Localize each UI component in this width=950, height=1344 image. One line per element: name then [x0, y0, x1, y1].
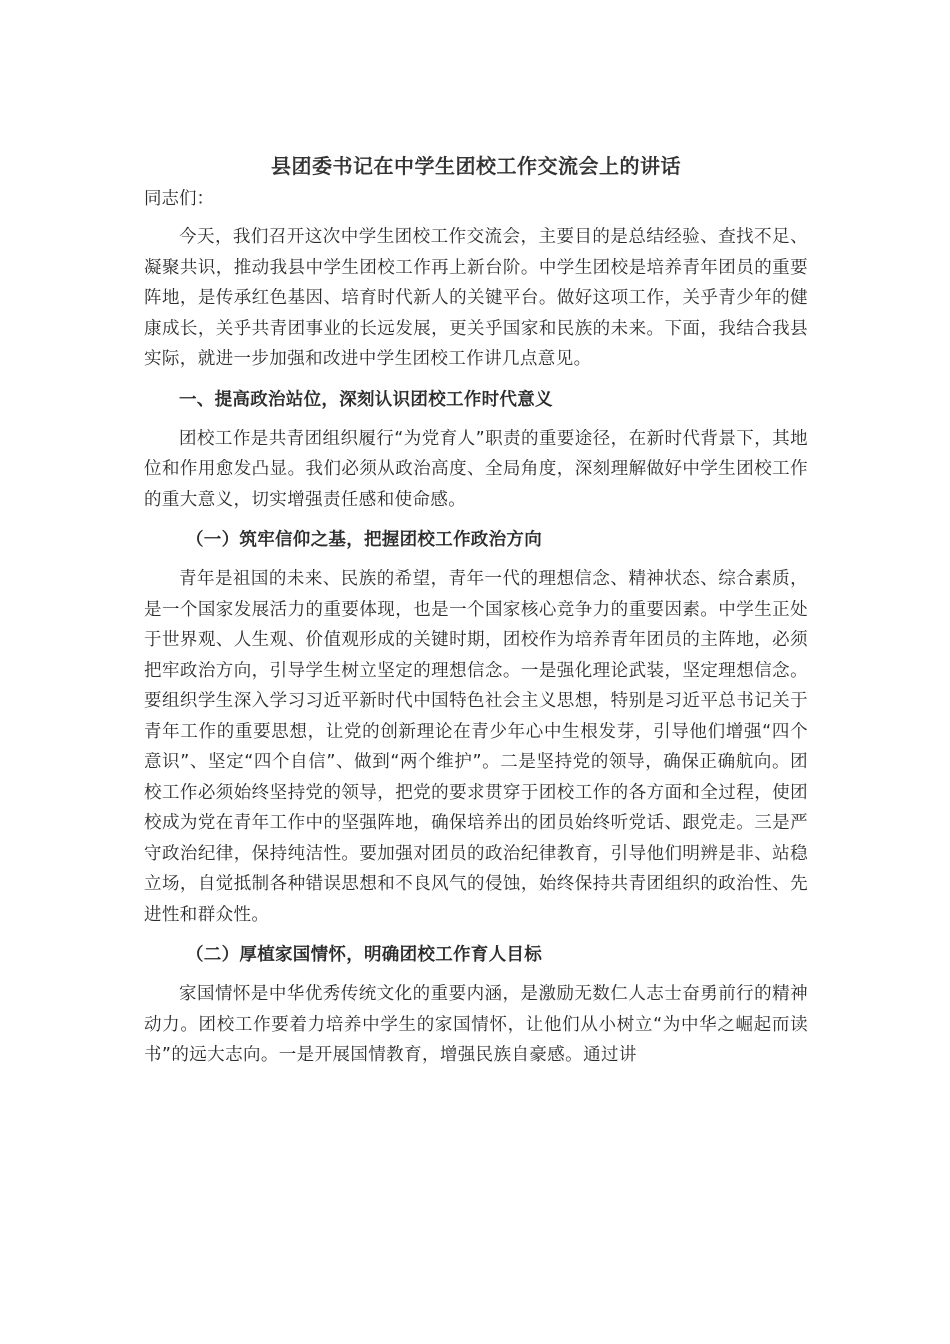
salutation: 同志们：: [144, 189, 214, 209]
document-title: 县团委书记在中学生团校工作交流会上的讲话: [271, 154, 681, 178]
intro-paragraph: 今天，我们召开这次中学生团校工作交流会，主要目的是总结经验、查找不足、凝聚共识，推动我县中学生团校工作再上新台阶。中学生团校是培养青年团员的重要阵地，是传承红色基因、培育时代新人的关键平台。做好这项工作，关乎青少年的健康成长，关乎共青团事业的长远发展，更关乎国家和民族的未来。下面，我结合我县实际，就进一步加强和改进中学生团校工作讲几点意见。: [144, 227, 808, 369]
subsection-2-paragraph: 家国情怀是中华优秀传统文化的重要内涵，是激励无数仁人志士奋勇前行的精神动力。团校工作要着力培养中学生的家国情怀，让他们从小树立“为中华之崛起而读书”的远大志向。一是开展国情教育，增强民族自豪感。通过讲: [144, 984, 808, 1065]
section-1-heading: 一、提高政治站位，深刻认识团校工作时代意义: [179, 389, 553, 410]
subsection-2-heading: （二）厚植家国情怀，明确团校工作育人目标: [186, 945, 542, 965]
document-body: [144, 150, 808, 1081]
section-1-paragraph: 团校工作是共青团组织履行“为党育人”职责的重要途径，在新时代背景下，其地位和作用愈发凸显。我们必须从政治高度、全局角度，深刻理解做好中学生团校工作的重大意义，切实增强责任感和使命感。: [144, 428, 808, 510]
subsection-1-paragraph: 青年是祖国的未来、民族的希望，青年一代的理想信念、精神状态、综合素质，是一个国家发展活力的重要体现，也是一个国家核心竞争力的重要因素。中学生正处于世界观、人生观、价值观形成的关键时期，团校作为培养青年团员的主阵地，必须把牢政治方向，引导学生树立坚定的理想信念。一是强化理论武装，坚定理想信念。要组织学生深入学习习近平新时代中国特色社会主义思想，特别是习近平总书记关于青年工作的重要思想，让党的创新理论在青少年心中生根发芽，引导他们增强“四个意识”、坚定“四个自信”、做到“两个维护”。二是坚持党的领导，确保正确航向。团校工作必须始终坚持党的领导，把党的要求贯穿于团校工作的各方面和全过程，使团校成为党在青年工作中的坚强阵地，确保培养出的团员始终听党话、跟党走。三是严守政治纪律，保持纯洁性。要加强对团员的政治纪律教育，引导他们明辨是非、站稳立场，自觉抵制各种错误思想和不良风气的侵蚀，始终保持共青团组织的政治性、先进性和群众性。: [144, 569, 808, 925]
subsection-1-heading: （一）筑牢信仰之基，把握团校工作政治方向: [186, 530, 542, 550]
